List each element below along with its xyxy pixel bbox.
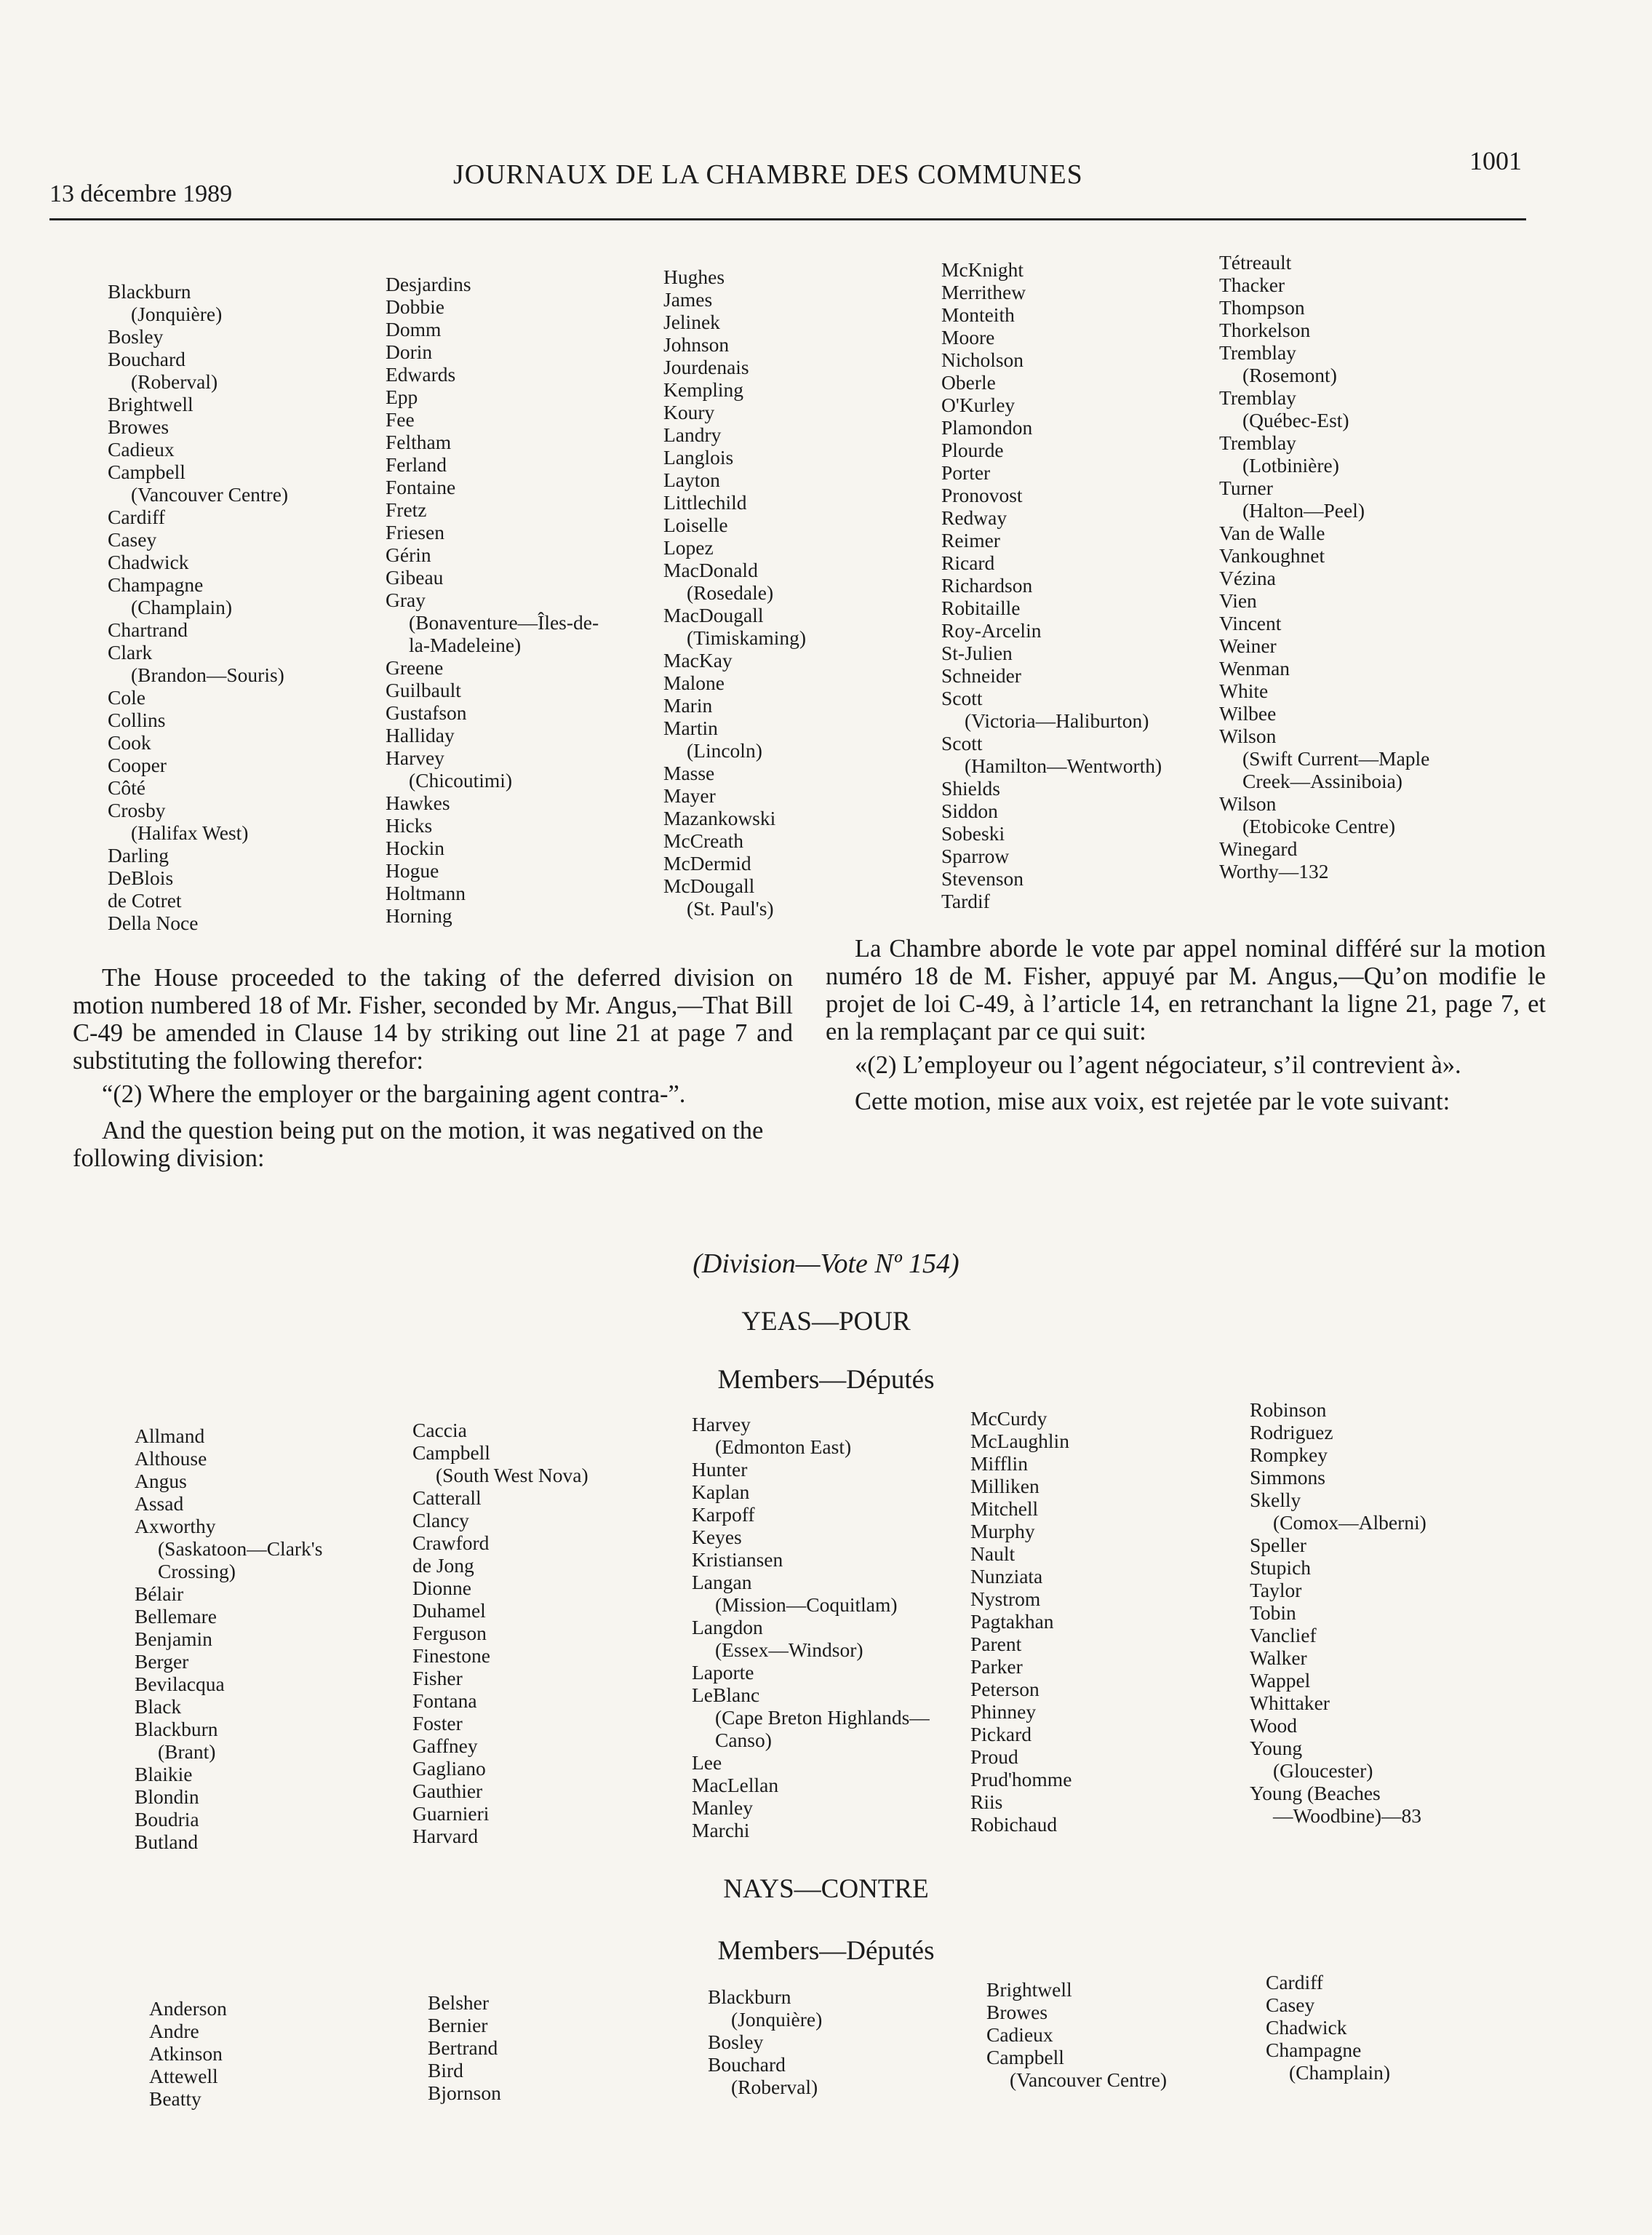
member-name: Bertrand: [428, 2036, 498, 2059]
member-name: Butland: [135, 1830, 199, 1853]
member-name: Lee: [692, 1751, 722, 1774]
member-name: Harvey: [692, 1413, 751, 1435]
member-name: Benjamin: [135, 1628, 212, 1650]
member-name: Beatty: [149, 2087, 201, 2110]
member-name: Littlechild: [663, 491, 747, 514]
member-name: Loiselle: [663, 514, 728, 536]
page-header: [49, 146, 1526, 220]
member-name: Tremblay: [1219, 386, 1296, 409]
member-name: Bernier: [428, 2014, 488, 2036]
member-name: la-Madeleine): [409, 634, 522, 656]
member-name: de Cotret: [108, 889, 182, 912]
member-name: Casey: [1266, 1993, 1315, 2016]
member-name: Wappel: [1250, 1669, 1311, 1692]
member-name: Speller: [1250, 1534, 1306, 1556]
member-name: (St. Paul's): [687, 897, 774, 920]
member-name: Finestone: [412, 1644, 490, 1667]
nays-column-2: [428, 1991, 501, 2104]
member-name: (Champlain): [1289, 2061, 1390, 2084]
member-name: Taylor: [1250, 1579, 1302, 1601]
member-name: Cooper: [108, 754, 167, 776]
member-name: Kaplan: [692, 1481, 750, 1503]
member-name: Friesen: [386, 521, 444, 543]
member-name: Darling: [108, 844, 169, 866]
member-name: Duhamel: [412, 1599, 486, 1622]
member-name: Dionne: [412, 1577, 471, 1599]
member-name: MacLellan: [692, 1774, 779, 1796]
member-name: Chartrand: [108, 618, 188, 641]
member-name: Jourdenais: [663, 356, 749, 378]
member-name: McCurdy: [970, 1407, 1048, 1430]
member-name: Layton: [663, 469, 720, 491]
member-name: Young (Beaches: [1250, 1782, 1381, 1804]
top-name-column-5: [1219, 251, 1429, 883]
member-name: (Lincoln): [687, 739, 762, 762]
member-name: White: [1219, 680, 1269, 702]
member-name: Halliday: [386, 724, 455, 746]
member-name: (South West Nova): [436, 1464, 588, 1486]
member-name: Nicholson: [941, 348, 1024, 371]
member-name: Hicks: [386, 814, 433, 837]
member-name: (Vancouver Centre): [1010, 2068, 1168, 2091]
yeas-column-5: [1250, 1398, 1426, 1827]
member-name: Peterson: [970, 1678, 1040, 1700]
member-name: Berger: [135, 1650, 189, 1673]
member-name: MacDougall: [663, 604, 764, 626]
top-name-column-2: [386, 273, 599, 927]
member-name: Ricard: [941, 551, 995, 574]
member-name: Pickard: [970, 1723, 1032, 1745]
member-name: Bélair: [135, 1582, 184, 1605]
member-name: Mifflin: [970, 1452, 1028, 1475]
member-name: St-Julien: [941, 642, 1013, 664]
member-name: Browes: [108, 415, 169, 438]
member-name: Phinney: [970, 1700, 1037, 1723]
member-name: Tremblay: [1219, 341, 1296, 364]
member-name: Fontana: [412, 1689, 477, 1712]
member-name: Fisher: [412, 1667, 463, 1689]
member-name: Hogue: [386, 859, 439, 882]
member-name: (Swift Current—Maple: [1242, 747, 1430, 770]
member-name: Schneider: [941, 664, 1021, 687]
member-name: Langdon: [692, 1616, 763, 1638]
member-name: (Comox—Alberni): [1273, 1511, 1426, 1534]
member-name: Caccia: [412, 1419, 467, 1441]
member-name: Keyes: [692, 1526, 742, 1548]
member-name: Parent: [970, 1633, 1022, 1655]
member-name: MacKay: [663, 649, 733, 672]
member-name: (Chicoutimi): [409, 769, 513, 792]
member-name: Langan: [692, 1571, 752, 1593]
member-name: Wilson: [1219, 792, 1277, 815]
member-name: MacDonald: [663, 559, 758, 581]
member-name: Hughes: [663, 266, 725, 288]
member-name: Campbell: [108, 461, 185, 483]
member-name: (Cape Breton Highlands—: [715, 1706, 930, 1729]
member-name: Holtmann: [386, 882, 466, 904]
member-name: (Essex—Windsor): [715, 1638, 863, 1661]
member-name: Koury: [663, 401, 715, 423]
member-name: Horning: [386, 904, 452, 927]
member-name: Edwards: [386, 363, 456, 386]
english-paragraph-1: The House proceeded to the taking of the deferred division on motion numbered 18 of Mr. Fisher, seconded by Mr. Angus,—That Bill C-49 be amended in Clause 14 by striking out line 21 at page 7 and substituting the following therefor:: [73, 964, 793, 1075]
member-name: Turner: [1219, 477, 1273, 499]
member-name: Plourde: [941, 439, 1004, 461]
member-name: (Jonquière): [131, 303, 223, 325]
member-name: McDermid: [663, 852, 751, 875]
member-name: (Québec-Est): [1242, 409, 1349, 431]
member-name: Bosley: [708, 2031, 764, 2053]
member-name: Dobbie: [386, 295, 444, 318]
french-paragraph-2: «(2) L’employeur ou l’agent négociateur, s’il contrevient à».: [855, 1051, 1461, 1079]
member-name: (Halton—Peel): [1242, 499, 1365, 522]
member-name: Attewell: [149, 2065, 218, 2087]
member-name: Whittaker: [1250, 1692, 1330, 1714]
member-name: Robichaud: [970, 1813, 1058, 1836]
member-name: Bouchard: [108, 348, 185, 370]
member-name: Blackburn: [135, 1718, 218, 1740]
member-name: Champagne: [1266, 2039, 1362, 2061]
nays-heading: NAYS—CONTRE: [723, 1874, 929, 1904]
member-name: Robitaille: [941, 597, 1021, 619]
member-name: Harvey: [386, 746, 444, 769]
member-name: Domm: [386, 318, 442, 340]
member-name: Blackburn: [708, 1985, 791, 2008]
member-name: (Brandon—Souris): [131, 664, 284, 686]
member-name: McKnight: [941, 258, 1024, 281]
member-name: Robinson: [1250, 1398, 1327, 1421]
member-name: Mazankowski: [663, 807, 776, 829]
member-name: Vankoughnet: [1219, 544, 1325, 567]
top-name-column-4: [941, 258, 1162, 912]
yeas-column-2: [412, 1419, 588, 1847]
yeas-column-3: [692, 1413, 930, 1841]
french-paragraph-3: Cette motion, mise aux voix, est rejetée par le vote suivant:: [855, 1088, 1451, 1115]
member-name: Chadwick: [1266, 2016, 1347, 2039]
member-name: Prud'homme: [970, 1768, 1072, 1790]
member-name: Walker: [1250, 1646, 1307, 1669]
member-name: Guarnieri: [412, 1802, 490, 1825]
member-name: Merrithew: [941, 281, 1026, 303]
member-name: Desjardins: [386, 273, 471, 295]
member-name: Allmand: [135, 1425, 205, 1447]
member-name: Young: [1250, 1737, 1303, 1759]
member-name: Reimer: [941, 529, 1000, 551]
member-name: Winegard: [1219, 837, 1298, 860]
member-name: Wenman: [1219, 657, 1290, 680]
yeas-heading: YEAS—POUR: [741, 1307, 911, 1336]
member-name: Siddon: [941, 800, 998, 822]
member-name: Manley: [692, 1796, 754, 1819]
member-name: Catterall: [412, 1486, 482, 1509]
top-name-column-3: [663, 266, 806, 920]
member-name: Gauthier: [412, 1780, 483, 1802]
member-name: Wood: [1250, 1714, 1298, 1737]
member-name: McCreath: [663, 829, 743, 852]
member-name: Mitchell: [970, 1497, 1039, 1520]
member-name: Murphy: [970, 1520, 1035, 1542]
member-name: Masse: [663, 762, 715, 784]
member-name: (Jonquière): [731, 2008, 823, 2031]
member-name: Pagtakhan: [970, 1610, 1054, 1633]
member-name: Belsher: [428, 1991, 490, 2014]
member-name: Wilson: [1219, 725, 1277, 747]
member-name: Fretz: [386, 498, 427, 521]
member-name: Tétreault: [1219, 251, 1292, 274]
member-name: Greene: [386, 656, 444, 679]
member-name: Hawkes: [386, 792, 450, 814]
member-name: (Brant): [158, 1740, 216, 1763]
member-name: Sobeski: [941, 822, 1005, 845]
nays-column-5: [1266, 1971, 1390, 2084]
member-name: Kristiansen: [692, 1548, 783, 1571]
member-name: Atkinson: [149, 2042, 223, 2065]
member-name: Oberle: [941, 371, 996, 394]
member-name: Angus: [135, 1470, 187, 1492]
member-name: Parker: [970, 1655, 1023, 1678]
french-paragraph-1: La Chambre aborde le vote par appel nominal différé sur la motion numéro 18 de M. Fisher, appuyé par M. Angus,—Qu’on modifie le projet de loi C-49, à l’article 14, en retranchant la ligne 21, page 7, et en la remplaçant par ce qui suit:: [826, 935, 1546, 1045]
member-name: Clark: [108, 641, 153, 664]
member-name: (Mission—Coquitlam): [715, 1593, 898, 1616]
page-number: 1001: [1469, 146, 1522, 175]
member-name: Gray: [386, 589, 426, 611]
member-name: Wilbee: [1219, 702, 1277, 725]
member-name: James: [663, 288, 713, 311]
member-name: Epp: [386, 386, 418, 408]
member-name: Tobin: [1250, 1601, 1296, 1624]
member-name: (Vancouver Centre): [131, 483, 289, 506]
member-name: Simmons: [1250, 1466, 1325, 1489]
member-name: Campbell: [986, 2046, 1064, 2068]
member-name: Tremblay: [1219, 431, 1296, 454]
member-name: Malone: [663, 672, 725, 694]
member-name: Foster: [412, 1712, 463, 1734]
member-name: Gibeau: [386, 566, 444, 589]
member-name: Bellemare: [135, 1605, 217, 1628]
member-name: Creek—Assiniboia): [1242, 770, 1402, 792]
member-name: DeBlois: [108, 866, 174, 889]
member-name: Stevenson: [941, 867, 1024, 890]
member-name: (Rosemont): [1242, 364, 1337, 386]
member-name: Browes: [986, 2001, 1048, 2023]
member-name: (Rosedale): [687, 581, 774, 604]
member-name: Gagliano: [412, 1757, 486, 1780]
english-paragraph-2: “(2) Where the employer or the bargaining agent contra-”.: [102, 1080, 686, 1108]
member-name: Monteith: [941, 303, 1015, 326]
member-name: Thacker: [1219, 274, 1285, 296]
member-name: (Victoria—Haliburton): [965, 709, 1149, 732]
nays-column-4: [986, 1978, 1167, 2091]
member-name: (Halifax West): [131, 821, 249, 844]
member-name: Crosby: [108, 799, 166, 821]
member-name: Martin: [663, 717, 718, 739]
member-name: Campbell: [412, 1441, 490, 1464]
member-name: Black: [135, 1695, 182, 1718]
member-name: (Gloucester): [1273, 1759, 1373, 1782]
member-name: (Etobicoke Centre): [1242, 815, 1395, 837]
member-name: Redway: [941, 506, 1007, 529]
nays-members-heading: Members—Députés: [717, 1936, 935, 1966]
member-name: (Hamilton—Wentworth): [965, 754, 1162, 777]
member-name: Gustafson: [386, 701, 467, 724]
nays-column-3: [708, 1985, 822, 2098]
member-name: LeBlanc: [692, 1684, 760, 1706]
member-name: (Roberval): [131, 370, 218, 393]
member-name: Ferguson: [412, 1622, 487, 1644]
member-name: Vézina: [1219, 567, 1276, 589]
member-name: Karpoff: [692, 1503, 755, 1526]
yeas-members-heading: Members—Députés: [717, 1365, 935, 1395]
member-name: Clancy: [412, 1509, 469, 1531]
member-name: (Lotbinière): [1242, 454, 1339, 477]
member-name: Dorin: [386, 340, 433, 363]
member-name: Weiner: [1219, 634, 1277, 657]
member-name: Hockin: [386, 837, 444, 859]
member-name: Cadieux: [986, 2023, 1053, 2046]
member-name: Casey: [108, 528, 157, 551]
member-name: Cook: [108, 731, 151, 754]
member-name: Skelly: [1250, 1489, 1301, 1511]
member-name: Blackburn: [108, 280, 191, 303]
member-name: Harvard: [412, 1825, 479, 1847]
yeas-column-4: [970, 1407, 1072, 1836]
member-name: McDougall: [663, 875, 755, 897]
member-name: Porter: [941, 461, 991, 484]
member-name: Tardif: [941, 890, 990, 912]
division-title: (Division—Vote Nº 154): [693, 1248, 959, 1279]
member-name: Côté: [108, 776, 145, 799]
member-name: Collins: [108, 709, 166, 731]
member-name: Della Noce: [108, 912, 199, 934]
member-name: (Roberval): [731, 2076, 818, 2098]
member-name: Bird: [428, 2059, 463, 2081]
member-name: Ferland: [386, 453, 447, 476]
member-name: Bosley: [108, 325, 164, 348]
yeas-column-1: [135, 1425, 322, 1853]
top-name-column-1: [108, 280, 288, 934]
member-name: Scott: [941, 732, 983, 754]
member-name: Riis: [970, 1790, 1003, 1813]
member-name: Assad: [135, 1492, 184, 1515]
member-name: Stupich: [1250, 1556, 1312, 1579]
member-name: Shields: [941, 777, 1000, 800]
english-motion-text: [73, 964, 793, 1172]
english-paragraph-3: And the question being put on the motion, it was negatived on the following division:: [73, 1117, 764, 1172]
member-name: Proud: [970, 1745, 1018, 1768]
member-name: Fontaine: [386, 476, 456, 498]
member-name: O'Kurley: [941, 394, 1015, 416]
member-name: McLaughlin: [970, 1430, 1069, 1452]
member-name: Johnson: [663, 333, 730, 356]
member-name: Rodriguez: [1250, 1421, 1333, 1443]
member-name: Vien: [1219, 589, 1257, 612]
member-name: Bjornson: [428, 2081, 501, 2104]
member-name: Gérin: [386, 543, 431, 566]
member-name: Cole: [108, 686, 145, 709]
member-name: Jelinek: [663, 311, 720, 333]
header-date: 13 décembre 1989: [49, 180, 233, 207]
member-name: Vanclief: [1250, 1624, 1317, 1646]
member-name: Worthy—132: [1219, 860, 1329, 883]
member-name: Moore: [941, 326, 995, 348]
member-name: Andre: [149, 2020, 199, 2042]
member-name: Althouse: [135, 1447, 207, 1470]
member-name: Nunziata: [970, 1565, 1043, 1587]
member-name: Chadwick: [108, 551, 189, 573]
member-name: Kempling: [663, 378, 743, 401]
french-motion-text: [826, 935, 1546, 1115]
member-name: Gaffney: [412, 1734, 478, 1757]
member-name: Canso): [715, 1729, 772, 1751]
member-name: (Saskatoon—Clark's: [158, 1537, 323, 1560]
member-name: Boudria: [135, 1808, 199, 1830]
member-name: Thompson: [1219, 296, 1305, 319]
member-name: Marchi: [692, 1819, 750, 1841]
member-name: Brightwell: [986, 1978, 1072, 2001]
member-name: Cadieux: [108, 438, 175, 461]
member-name: Richardson: [941, 574, 1033, 597]
member-name: Guilbault: [386, 679, 461, 701]
header-title: JOURNAUX DE LA CHAMBRE DES COMMUNES: [453, 159, 1083, 190]
member-name: Roy-Arcelin: [941, 619, 1042, 642]
member-name: Cardiff: [1266, 1971, 1323, 1993]
member-name: Bouchard: [708, 2053, 786, 2076]
member-name: Mayer: [663, 784, 716, 807]
member-name: Van de Walle: [1219, 522, 1325, 544]
member-name: Langlois: [663, 446, 734, 469]
member-name: Plamondon: [941, 416, 1033, 439]
member-name: Axworthy: [135, 1515, 216, 1537]
member-name: Rompkey: [1250, 1443, 1328, 1466]
member-name: Lopez: [663, 536, 714, 559]
member-name: Landry: [663, 423, 722, 446]
member-name: Sparrow: [941, 845, 1010, 867]
member-name: —Woodbine)—83: [1273, 1804, 1422, 1827]
member-name: (Champlain): [131, 596, 232, 618]
member-name: Vincent: [1219, 612, 1282, 634]
member-name: Crossing): [158, 1560, 236, 1582]
member-name: Brightwell: [108, 393, 193, 415]
member-name: Blaikie: [135, 1763, 193, 1785]
member-name: (Edmonton East): [715, 1435, 852, 1458]
member-name: Crawford: [412, 1531, 490, 1554]
member-name: Nystrom: [970, 1587, 1041, 1610]
member-name: Scott: [941, 687, 983, 709]
member-name: Blondin: [135, 1785, 199, 1808]
member-name: de Jong: [412, 1554, 474, 1577]
member-name: Thorkelson: [1219, 319, 1311, 341]
member-name: Bevilacqua: [135, 1673, 225, 1695]
member-name: Cardiff: [108, 506, 165, 528]
member-name: Milliken: [970, 1475, 1040, 1497]
member-name: Hunter: [692, 1458, 748, 1481]
member-name: Anderson: [149, 1997, 227, 2020]
member-name: Marin: [663, 694, 713, 717]
member-name: Feltham: [386, 431, 452, 453]
member-name: Champagne: [108, 573, 204, 596]
member-name: Pronovost: [941, 484, 1023, 506]
nays-column-1: [149, 1997, 227, 2110]
member-name: Nault: [970, 1542, 1015, 1565]
member-name: (Bonaventure—Îles-de-: [409, 611, 599, 634]
member-name: (Timiskaming): [687, 626, 807, 649]
member-name: Laporte: [692, 1661, 754, 1684]
member-name: Fee: [386, 408, 415, 431]
